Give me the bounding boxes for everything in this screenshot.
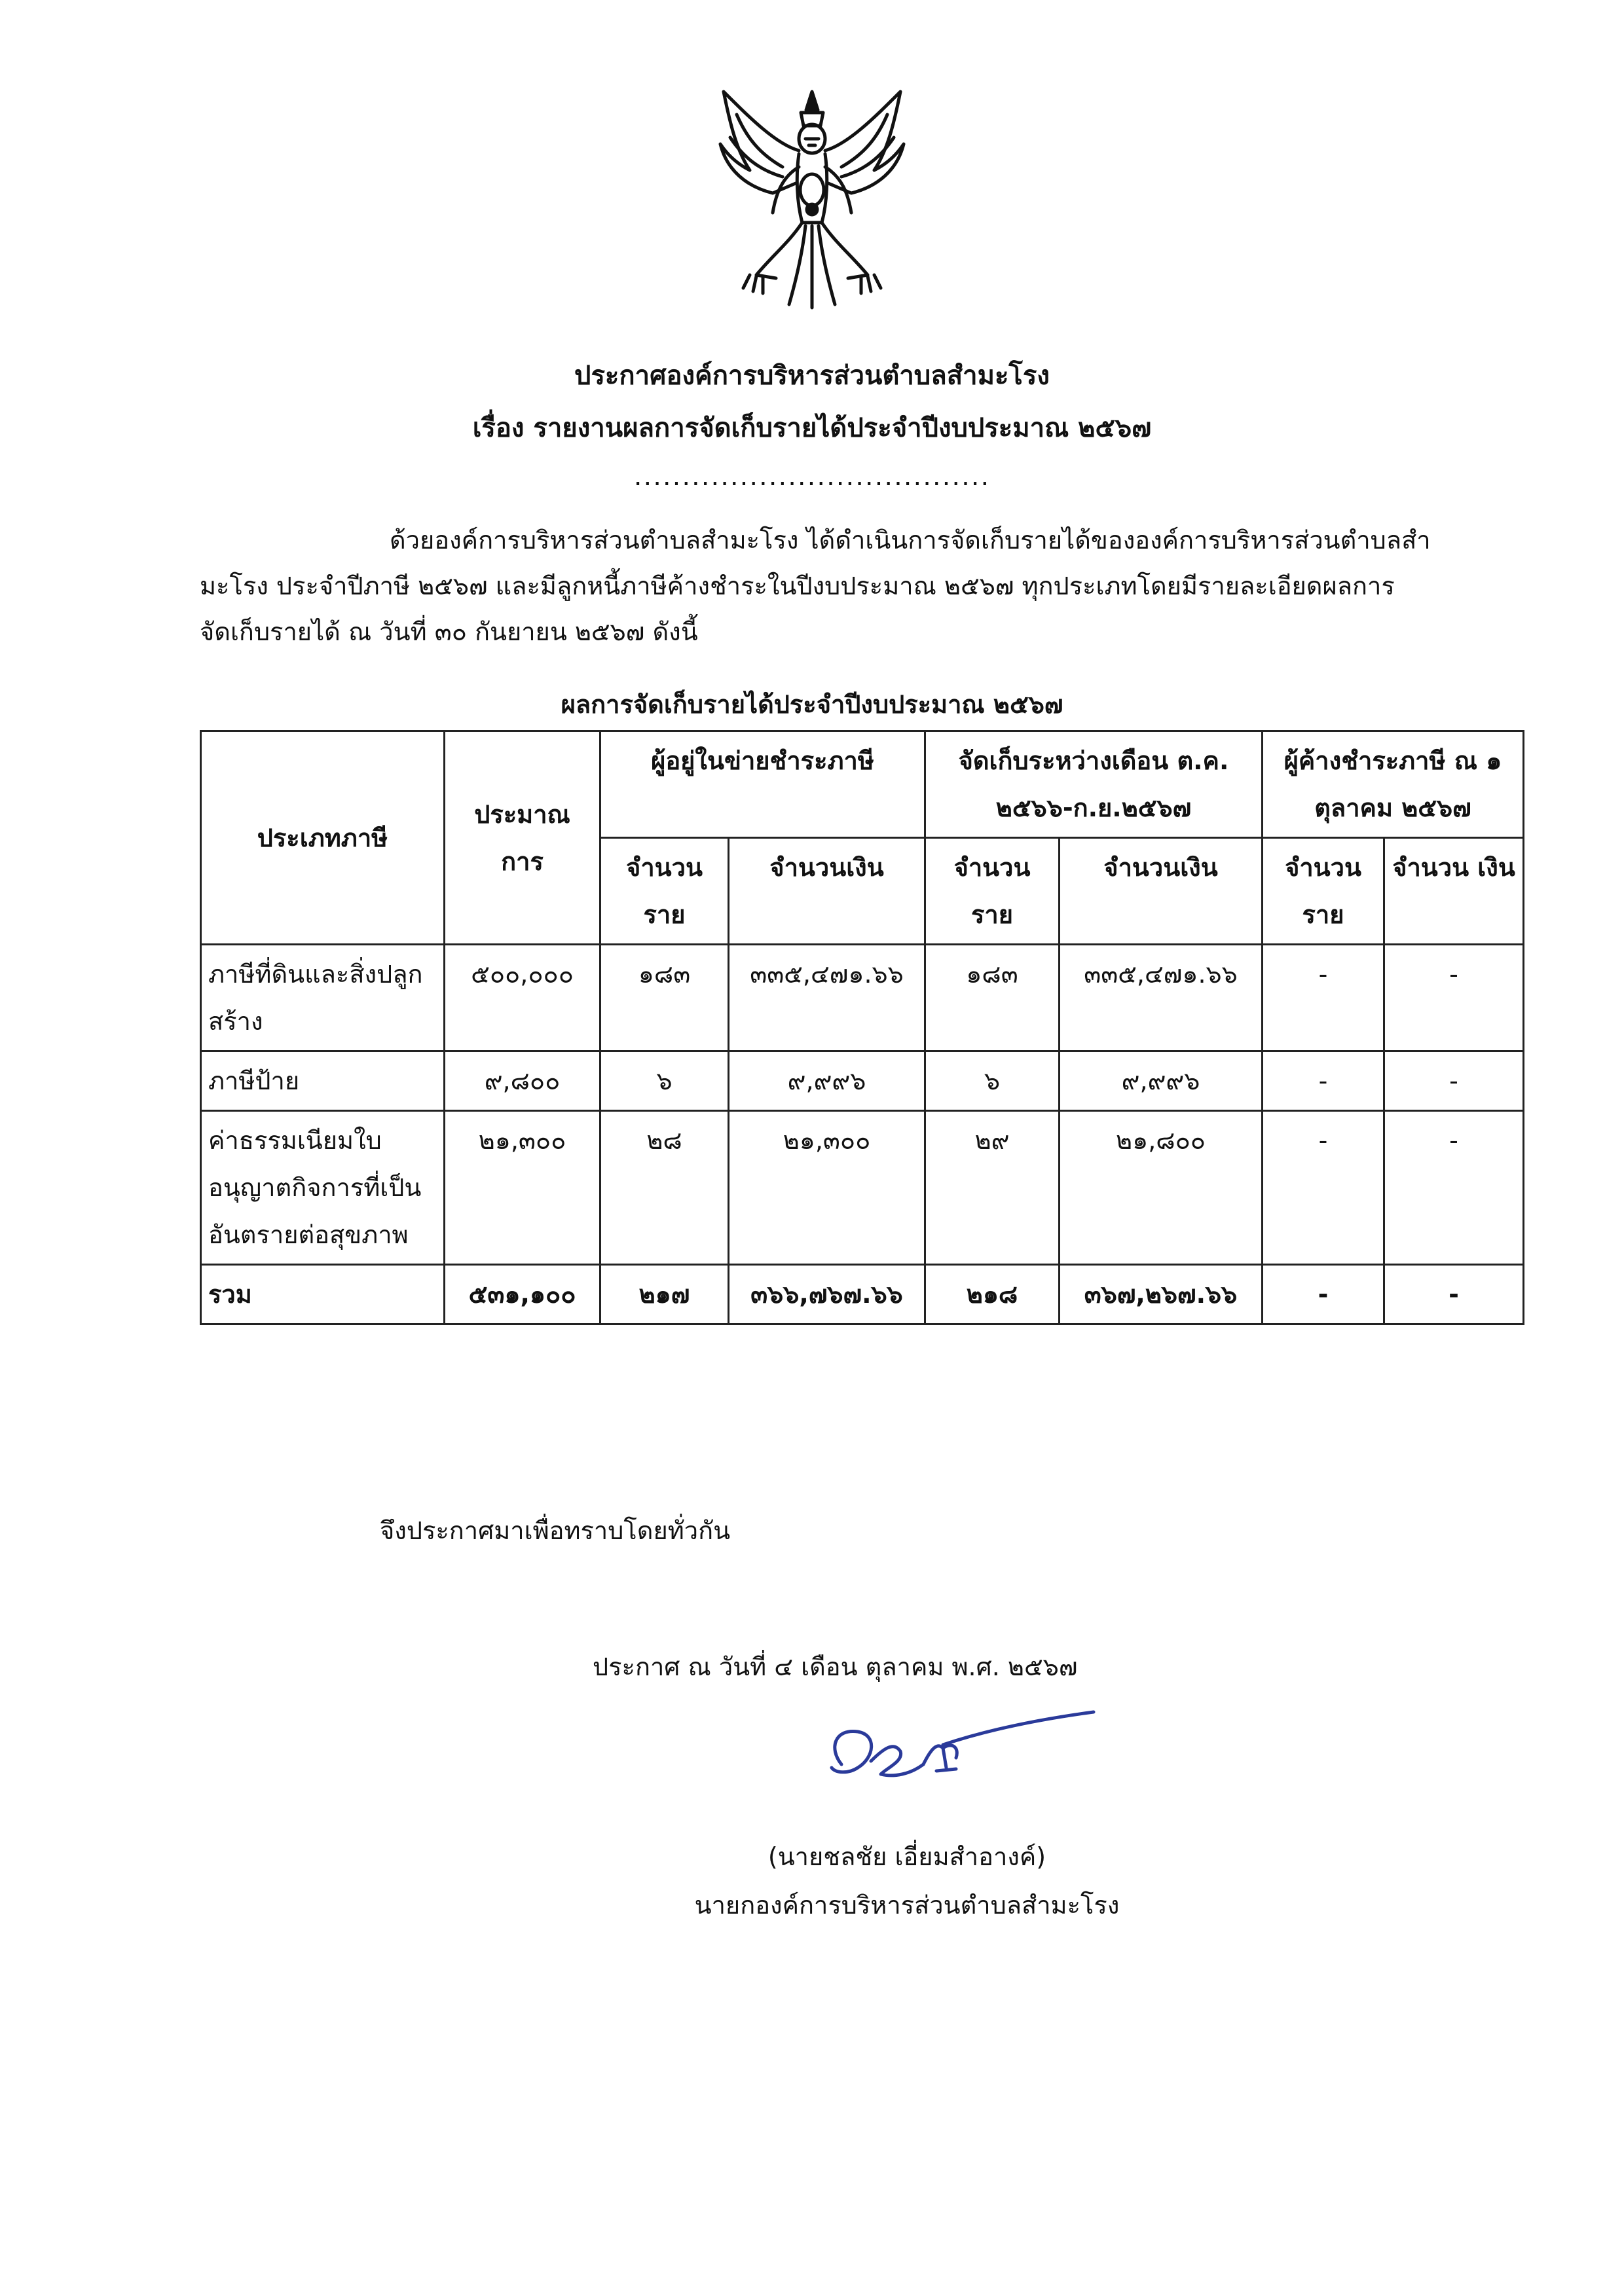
intro-line-3: จัดเก็บรายได้ ณ วันที่ ๓๐ กันยายน ๒๕๖๗ ดังนี้ [200,617,698,646]
total-in-amount: ๓๖๖,๗๖๗.๖๖ [729,1265,925,1324]
total-in-count: ๒๑๗ [600,1265,729,1324]
intro-line-1: ด้วยองค์การบริหารส่วนตำบลสำมะโรง ได้ดำเนินการจัดเก็บรายได้ขององค์การบริหารส่วนตำบลสำ [390,526,1431,555]
header-in-network: ผู้อยู่ในข่ายชำระภาษี [600,731,925,838]
announcement-title: ประกาศองค์การบริหารส่วนตำบลสำมะโรง [574,361,1050,391]
row-out-count: - [1263,1051,1384,1111]
signer-position: นายกองค์การบริหารส่วนตำบลสำมะโรง [694,1891,1120,1920]
row-out-amount: - [1384,945,1524,1051]
total-out-amount: - [1384,1265,1524,1324]
separator-dots: ..................................... [633,462,991,492]
header-tax-type: ประเภทภาษี [201,731,445,945]
row-out-amount: - [1384,1051,1524,1111]
row-budget: ๙,๘๐๐ [445,1051,600,1111]
header-col-amount: จำนวนเงิน [1060,838,1263,945]
row-budget: ๕๐๐,๐๐๐ [445,945,600,1051]
header-budget: ประมาณ การ [445,731,600,945]
announcement-subject: เรื่อง รายงานผลการจัดเก็บรายได้ประจำปีงบประมาณ ๒๕๖๗ [472,413,1152,443]
row-tax-name: ภาษีป้าย [201,1051,445,1111]
header-col-count: จำนวน ราย [925,838,1060,945]
table-title: ผลการจัดเก็บรายได้ประจำปีงบประมาณ ๒๕๖๗ [561,690,1063,719]
header-row-1 [201,731,1524,838]
row-col-count: ๑๘๓ [925,945,1060,1051]
row-in-amount: ๒๑,๓๐๐ [729,1111,925,1265]
header-out-count: จำนวน ราย [1263,838,1384,945]
header-in-count: จำนวน ราย [600,838,729,945]
header-outstanding: ผู้ค้างชำระภาษี ณ ๑ ตุลาคม ๒๕๖๗ [1263,731,1524,838]
header-out-amount: จำนวน เงิน [1384,838,1524,945]
total-budget: ๕๓๑,๑๐๐ [445,1265,600,1324]
row-out-count: - [1263,1111,1384,1265]
row-tax-name: ค่าธรรมเนียมใบอนุญาตกิจการที่เป็นอันตรายต่อสุขภาพ [201,1111,445,1265]
row-out-amount: - [1384,1111,1524,1265]
table-row [201,1111,1524,1265]
row-in-amount: ๓๓๕,๔๗๑.๖๖ [729,945,925,1051]
total-col-amount: ๓๖๗,๒๖๗.๖๖ [1060,1265,1263,1324]
row-in-amount: ๙,๙๙๖ [729,1051,925,1111]
signature-image [796,1702,1097,1807]
revenue-table [200,730,1524,1325]
total-label: รวม [201,1265,445,1324]
intro-paragraph [200,517,1431,655]
announcement-date: ประกาศ ณ วันที่ ๔ เดือน ตุลาคม พ.ศ. ๒๕๖๗ [593,1652,1078,1681]
row-tax-name: ภาษีที่ดินและสิ่งปลูกสร้าง [201,945,445,1051]
row-col-count: ๒๙ [925,1111,1060,1265]
row-budget: ๒๑,๓๐๐ [445,1111,600,1265]
signer-name: (นายชลชัย เอี่ยมสำอางค์) [767,1842,1046,1871]
row-in-count: ๑๘๓ [600,945,729,1051]
row-out-count: - [1263,945,1384,1051]
header-in-amount: จำนวนเงิน [729,838,925,945]
total-row [201,1265,1524,1324]
row-col-amount: ๒๑,๘๐๐ [1060,1111,1263,1265]
garuda-emblem-icon [710,79,913,314]
row-col-amount: ๙,๙๙๖ [1060,1051,1263,1111]
header-collected: จัดเก็บระหว่างเดือน ต.ค. ๒๕๖๖-ก.ย.๒๕๖๗ [925,731,1263,838]
total-col-count: ๒๑๘ [925,1265,1060,1324]
row-col-amount: ๓๓๕,๔๗๑.๖๖ [1060,945,1263,1051]
row-col-count: ๖ [925,1051,1060,1111]
row-in-count: ๒๘ [600,1111,729,1265]
intro-line-2: มะโรง ประจำปีภาษี ๒๕๖๗ และมีลูกหนี้ภาษีค้างชำระในปีงบประมาณ ๒๕๖๗ ทุกประเภทโดยมีรายละเอียดผลการ [200,572,1395,600]
total-out-count: - [1263,1265,1384,1324]
row-in-count: ๖ [600,1051,729,1111]
closing-statement: จึงประกาศมาเพื่อทราบโดยทั่วกัน [380,1516,731,1545]
table-row [201,945,1524,1051]
table-row [201,1051,1524,1111]
